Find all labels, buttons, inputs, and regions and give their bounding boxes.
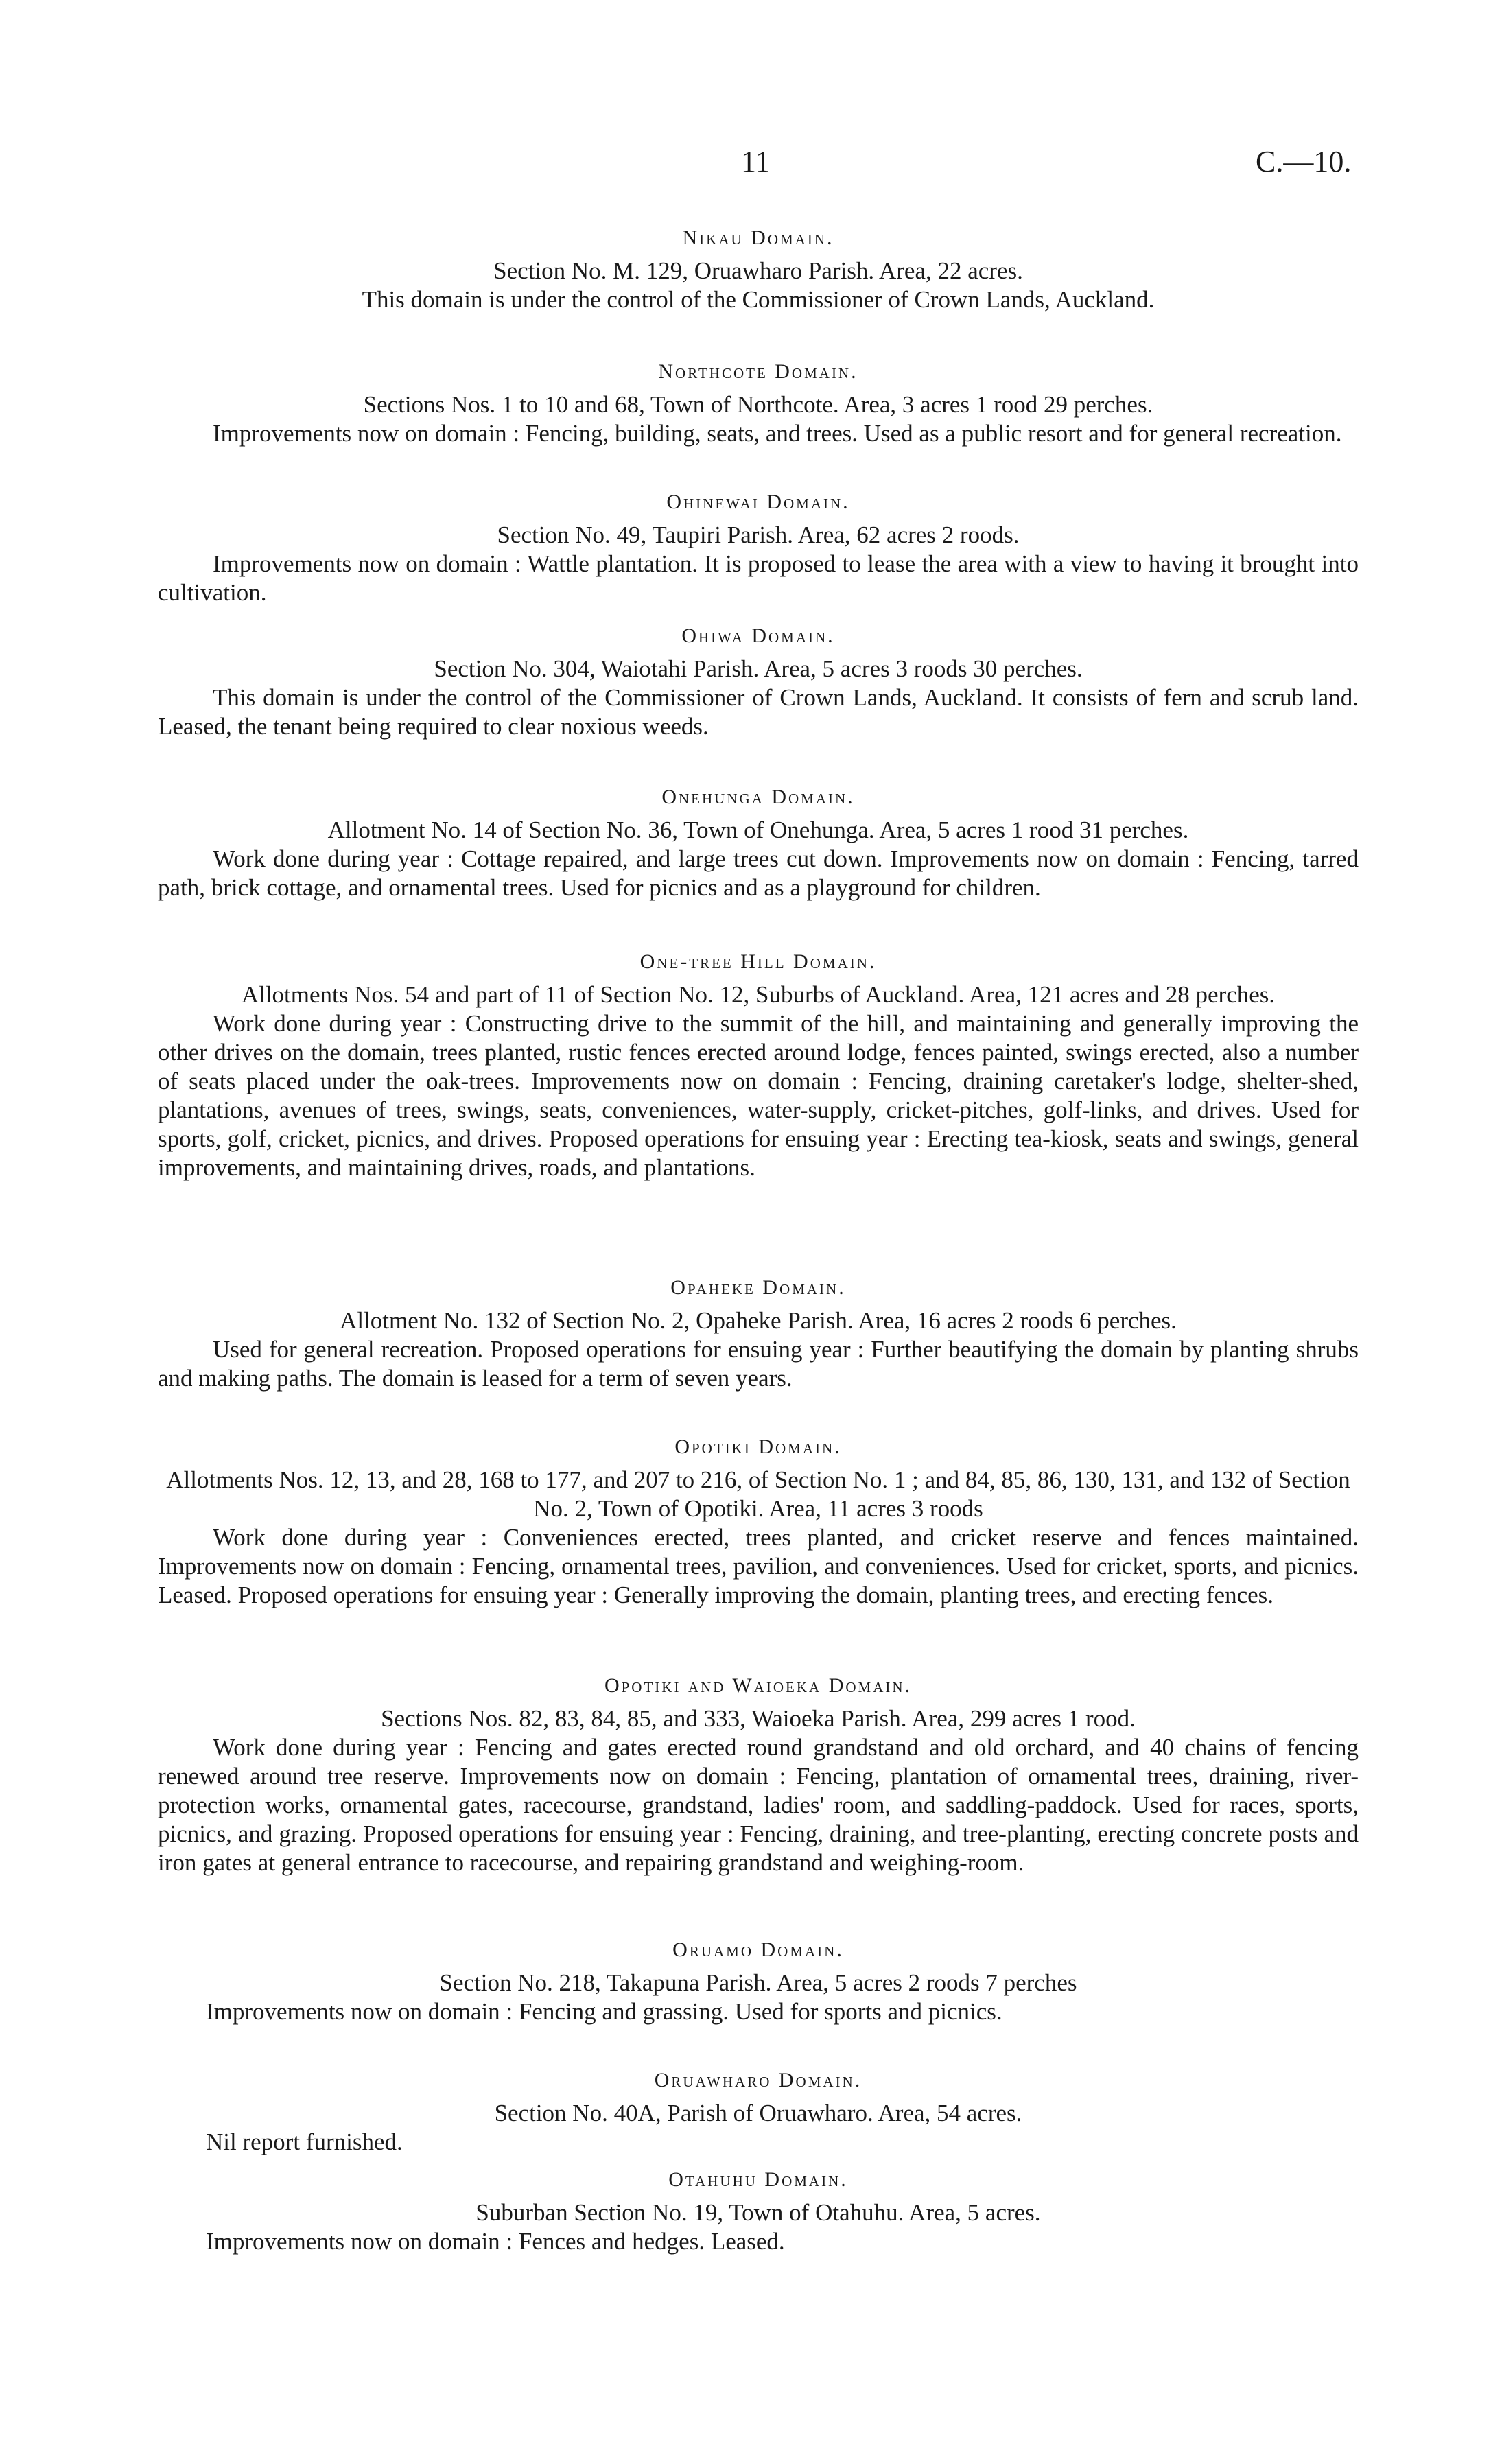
opotiki-domain-section	[158, 1435, 1359, 1610]
oruawharo-domain-text: Nil report furnished.	[206, 2128, 403, 2155]
opaheke-domain-text: Used for general recreation. Proposed operations for ensuing year : Further beautifying the domain by planting shrubs and making paths. The domain is leased for a term of seven years.	[158, 1336, 1359, 1392]
opotiki-waioeka-domain-section	[158, 1674, 1359, 1877]
onehunga-domain-title: Onehunga Domain.	[661, 786, 855, 808]
ohiwa-domain-area: Section No. 304, Waiotahi Parish. Area, 5 acres 3 roods 30 perches.	[434, 655, 1083, 682]
onehunga-domain-section	[158, 786, 1359, 902]
opotiki-waioeka-domain-title: Opotiki and Waioeka Domain.	[604, 1674, 913, 1697]
ohiwa-domain-title: Ohiwa Domain.	[681, 624, 835, 647]
ohinewai-domain-area: Section No. 49, Taupiri Parish. Area, 62 acres 2 roods.	[497, 521, 1020, 548]
northcote-domain-section	[158, 360, 1359, 448]
opotiki-domain-text: Work done during year : Conveniences erected, trees planted, and cricket reserve and fences maintained. Improvements now on domain : Fencing, ornamental trees, pavilion, and conveniences. Used for cricket, sports, and picnics. Leased. Proposed operations for ensuing year : Generally improving the domain, planting trees, and erecting fences.	[158, 1524, 1359, 1608]
onehunga-domain-area: Allotment No. 14 of Section No. 36, Town of Onehunga. Area, 5 acres 1 rood 31 perches.	[327, 817, 1189, 843]
oruamo-domain-text: Improvements now on domain : Fencing and grassing. Used for sports and picnics.	[206, 1998, 1002, 2025]
document-reference: C.—10.	[1256, 145, 1352, 178]
otahuhu-domain-area: Suburban Section No. 19, Town of Otahuhu. Area, 5 acres.	[476, 2199, 1041, 2226]
onehunga-domain-text: Work done during year : Cottage repaired, and large trees cut down. Improvements now on domain : Fencing, tarred path, brick cottage, and ornamental trees. Used for picnics and as a playground for children.	[158, 845, 1359, 901]
opotiki-waioeka-domain-area: Sections Nos. 82, 83, 84, 85, and 333, Waioeka Parish. Area, 299 acres 1 rood.	[381, 1705, 1136, 1732]
opotiki-waioeka-domain-text: Work done during year : Fencing and gates erected round grandstand and old orchard, and 40 chains of fencing renewed around tree reserve. Improvements now on domain : Fencing, plantation of ornamental trees, draining, river-protection works, ornamental gates, racecourse, grandstand, ladies' room, and saddling-paddock. Used for races, sports, picnics, and grazing. Proposed operations for ensuing year : Fencing, draining, and tree-planting, erecting concrete posts and iron gates at general entrance to racecourse, and repairing grandstand and weighing-room.	[158, 1734, 1359, 1876]
oruawharo-domain-title: Oruawharo Domain.	[654, 2069, 862, 2091]
oruamo-domain-area: Section No. 218, Takapuna Parish. Area, 5 acres 2 roods 7 perches	[439, 1969, 1077, 1996]
otahuhu-domain-title: Otahuhu Domain.	[668, 2168, 848, 2191]
oruawharo-domain-section	[158, 2069, 1359, 2157]
one-tree-hill-domain-area: Allotments Nos. 54 and part of 11 of Section No. 12, Suburbs of Auckland. Area, 121 acres and 28 perches.	[241, 981, 1276, 1008]
opaheke-domain-area: Allotment No. 132 of Section No. 2, Opaheke Parish. Area, 16 acres 2 roods 6 perches.	[340, 1307, 1177, 1334]
one-tree-hill-domain-title: One-tree Hill Domain.	[639, 950, 877, 973]
nikau-domain-title: Nikau Domain.	[682, 226, 834, 249]
opotiki-domain-title: Opotiki Domain.	[674, 1435, 842, 1458]
ohinewai-domain-title: Ohinewai Domain.	[666, 491, 850, 513]
otahuhu-domain-text: Improvements now on domain : Fences and hedges. Leased.	[206, 2228, 785, 2255]
opaheke-domain-section	[158, 1276, 1359, 1393]
oruawharo-domain-area: Section No. 40A, Parish of Oruawharo. Area, 54 acres.	[494, 2100, 1022, 2126]
northcote-domain-text: Improvements now on domain : Fencing, building, seats, and trees. Used as a public resort and for general recreation.	[213, 420, 1342, 447]
nikau-domain-section	[158, 226, 1359, 314]
ohiwa-domain-text: This domain is under the control of the Commissioner of Crown Lands, Auckland. It consists of fern and scrub land. Leased, the tenant being required to clear noxious weeds.	[158, 684, 1359, 740]
northcote-domain-area: Sections Nos. 1 to 10 and 68, Town of Northcote. Area, 3 acres 1 rood 29 perches.	[363, 391, 1153, 418]
one-tree-hill-domain-text: Work done during year : Constructing drive to the summit of the hill, and maintaining and generally improving the other drives on the domain, trees planted, rustic fences erected around lodge, fences painted, swings erected, also a number of seats placed under the oak-trees. Improvements now on domain : Fencing, draining caretaker's lodge, shelter-shed, plantations, avenues of trees, swings, seats, conveniences, water-supply, cricket-pitches, golf-links, and drives. Used for sports, golf, cricket, picnics, and drives. Proposed operations for ensuing year : Erecting tea-kiosk, seats and swings, general improvements, and maintaining drives, roads, and plantations.	[158, 1010, 1359, 1181]
opotiki-domain-area: Allotments Nos. 12, 13, and 28, 168 to 177, and 207 to 216, of Section No. 1 ; and 84, 85, 86, 130, 131, and 132 of Section No. 2, Town of Opotiki. Area, 11 acres 3 roods	[166, 1466, 1350, 1522]
oruamo-domain-section	[158, 1938, 1359, 2026]
one-tree-hill-domain-section	[158, 950, 1359, 1182]
nikau-domain-area: Section No. M. 129, Oruawharo Parish. Area, 22 acres.	[493, 257, 1023, 284]
oruamo-domain-title: Oruamo Domain.	[672, 1938, 844, 1961]
ohinewai-domain-text: Improvements now on domain : Wattle plantation. It is proposed to lease the area with a view to having it brought into cultivation.	[158, 550, 1359, 606]
nikau-domain-text: This domain is under the control of the Commissioner of Crown Lands, Auckland.	[362, 286, 1155, 313]
ohinewai-domain-section	[158, 491, 1359, 607]
northcote-domain-title: Northcote Domain.	[658, 360, 858, 383]
page-number: 11	[741, 145, 771, 178]
opaheke-domain-title: Opaheke Domain.	[670, 1276, 846, 1299]
ohiwa-domain-section	[158, 624, 1359, 741]
otahuhu-domain-section	[158, 2168, 1359, 2256]
